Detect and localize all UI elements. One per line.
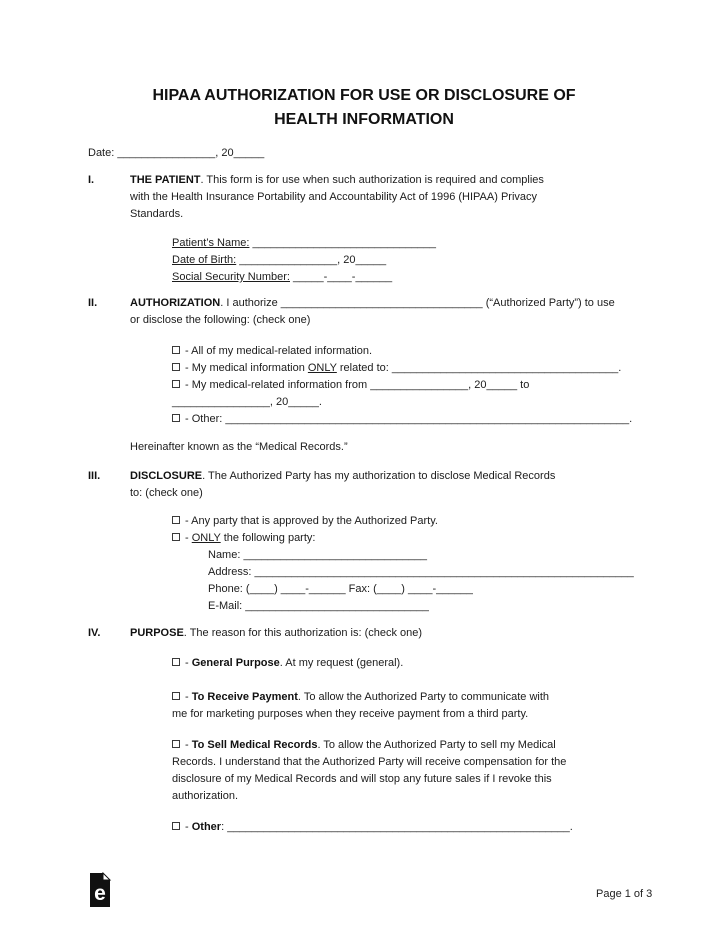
party-name-label: Name: (208, 549, 241, 561)
section-2-heading: AUTHORIZATION (130, 297, 221, 309)
date-blank[interactable]: ________________ (114, 147, 216, 159)
disclosure-option-only-party (172, 530, 315, 547)
authorized-party-blank[interactable]: _________________________________ (277, 297, 483, 309)
option-label: . (569, 821, 573, 833)
party-email-line (208, 598, 634, 615)
section-1-text-line-3: Standards. (130, 208, 184, 220)
to-year-blank[interactable]: _____ (288, 396, 319, 408)
party-name-line (208, 547, 634, 564)
checkbox-only-following-party[interactable] (172, 533, 180, 541)
party-fax-label: Fax: (345, 583, 371, 595)
option-label: : (221, 821, 225, 833)
party-phone-fax-line (208, 581, 634, 598)
purpose-option-receive-payment (172, 689, 549, 723)
option-label: Records. I understand that the Authorized Party will receive compensation for the (172, 756, 567, 768)
option-label: - My medical-related information from (185, 379, 368, 391)
section-4-heading: PURPOSE (130, 627, 184, 639)
other-authorization-blank[interactable]: __________________________________________________________________ (222, 413, 630, 425)
option-label: the following party: (220, 532, 316, 544)
related-to-blank[interactable]: _____________________________________ (388, 362, 619, 374)
option-label: . (618, 362, 622, 374)
only-underlined-word: ONLY (307, 362, 337, 374)
eforms-logo (88, 872, 112, 908)
from-year-blank[interactable]: _____ (486, 379, 518, 391)
eforms-logo-icon (88, 872, 112, 908)
date-line (88, 145, 264, 162)
checkbox-any-approved-party[interactable] (172, 516, 180, 524)
option-label: - Other: (185, 413, 223, 425)
sell-records-bold: To Sell Medical Records (191, 739, 318, 751)
section-3-text-line-2: to: (check one) (130, 487, 203, 499)
section-2-text-post: (“Authorized Party”) to use (482, 297, 615, 309)
party-contact-fields (208, 547, 634, 615)
date-of-birth-label: Date of Birth: (172, 254, 237, 266)
party-fax-blank[interactable]: (____) ____-______ (370, 583, 473, 595)
only-underlined-word: ONLY (191, 532, 221, 544)
option-label: me for marketing purposes when they receive payment from a third party. (172, 708, 529, 720)
option-label: related to: (336, 362, 389, 374)
ssn-label: Social Security Number: (172, 271, 290, 283)
other-purpose-bold: Other (191, 821, 222, 833)
option-label: - All of my medical-related information. (185, 345, 373, 357)
date-year-prefix: , 20 (215, 147, 234, 159)
option-label: authorization. (172, 790, 239, 802)
ssn-line (172, 269, 436, 286)
purpose-option-sell-records (172, 737, 566, 805)
section-3-number: III. (88, 470, 101, 482)
section-4-text-line-1: . The reason for this authorization is: (check one) (183, 627, 423, 639)
party-address-blank[interactable]: ______________________________________________________________ (251, 566, 634, 578)
option-label: . (629, 413, 633, 425)
option-label: - (185, 821, 192, 833)
option-label: - Any party that is approved by the Authorized Party. (185, 515, 438, 527)
authorization-option-only-related (172, 360, 621, 377)
section-1-text-line-2: with the Health Insurance Portability and Accountability Act of 1996 (HIPAA) Privacy (130, 191, 537, 203)
option-label: . (318, 396, 322, 408)
party-email-label: E-Mail: (208, 600, 243, 612)
section-2-text-pre: . I authorize (220, 297, 278, 309)
receive-payment-bold: To Receive Payment (191, 691, 298, 703)
page-indicator: Page 1 of 3 (596, 888, 653, 900)
checkbox-all-medical-info[interactable] (172, 346, 180, 354)
dob-year-blank[interactable]: _____ (355, 254, 387, 266)
to-date-blank[interactable]: ________________ (172, 396, 270, 408)
checkbox-general-purpose[interactable] (172, 658, 180, 666)
authorization-option-date-range (172, 377, 529, 411)
section-3-body (130, 468, 555, 502)
party-name-blank[interactable]: ______________________________ (240, 549, 427, 561)
general-purpose-bold: General Purpose (191, 657, 280, 669)
option-label: - (185, 739, 192, 751)
section-1-number: I. (88, 174, 95, 186)
section-3-heading: DISCLOSURE (130, 470, 203, 482)
date-of-birth-line (172, 252, 436, 269)
patient-fields (172, 235, 436, 286)
checkbox-medical-info-date-range[interactable] (172, 380, 180, 388)
option-label: disclosure of my Medical Records and will stop any future sales if I revoke this (172, 773, 552, 785)
party-address-line (208, 564, 634, 581)
option-label: . To allow the Authorized Party to communicate with (297, 691, 550, 703)
authorization-option-all (172, 343, 372, 360)
option-label: to (517, 379, 530, 391)
other-purpose-blank[interactable]: ________________________________________________________ (224, 821, 570, 833)
patient-name-label: Patient’s Name: (172, 237, 250, 249)
date-of-birth-blank[interactable]: ________________ (236, 254, 338, 266)
party-email-blank[interactable]: ______________________________ (242, 600, 429, 612)
checkbox-to-receive-payment[interactable] (172, 692, 180, 700)
option-label: , 20 (468, 379, 487, 391)
purpose-option-general (172, 655, 403, 672)
section-2-body (130, 295, 615, 329)
section-4-body (130, 625, 422, 642)
authorization-option-other (172, 411, 632, 428)
disclosure-option-any-party (172, 513, 438, 530)
date-year-blank[interactable]: _____ (233, 147, 265, 159)
patient-name-blank[interactable]: ______________________________ (249, 237, 437, 249)
option-label: - My medical information (185, 362, 308, 374)
option-label: , 20 (269, 396, 289, 408)
ssn-blank[interactable]: _____-____-______ (290, 271, 393, 283)
dob-year-prefix: , 20 (337, 254, 356, 266)
section-1-heading: THE PATIENT (130, 174, 201, 186)
option-label: . At my request (general). (279, 657, 404, 669)
party-address-label: Address: (208, 566, 252, 578)
section-1-text-line-1: . This form is for use when such authorization is required and complies (200, 174, 544, 186)
party-phone-label: Phone: (208, 583, 243, 595)
title-line-1: HIPAA AUTHORIZATION FOR USE OR DISCLOSURE OF (152, 87, 576, 104)
section-4-number: IV. (88, 627, 101, 639)
document-title (0, 84, 728, 132)
option-label: - (185, 532, 192, 544)
checkbox-to-sell-medical-records[interactable] (172, 740, 180, 748)
hereinafter-note: Hereinafter known as the “Medical Records.” (130, 441, 348, 453)
checkbox-other-purpose[interactable] (172, 822, 180, 830)
checkbox-medical-info-only-related[interactable] (172, 363, 180, 371)
checkbox-other-authorization[interactable] (172, 414, 180, 422)
purpose-option-other (172, 819, 573, 836)
from-date-blank[interactable]: ________________ (367, 379, 469, 391)
section-3-text-line-1: . The Authorized Party has my authorization to disclose Medical Records (202, 470, 556, 482)
party-phone-blank[interactable]: (____) ____-______ (242, 583, 346, 595)
title-line-2: HEALTH INFORMATION (274, 111, 454, 128)
patient-name-line (172, 235, 436, 252)
section-2-number: II. (88, 297, 98, 309)
option-label: - (185, 691, 192, 703)
option-label: - (185, 657, 192, 669)
eforms-logo-letter: e (94, 882, 106, 905)
date-label: Date: (88, 147, 115, 159)
section-1-body (130, 172, 544, 223)
section-2-text-line-2: or disclose the following: (check one) (130, 314, 311, 326)
option-label: . To allow the Authorized Party to sell my Medical (317, 739, 556, 751)
